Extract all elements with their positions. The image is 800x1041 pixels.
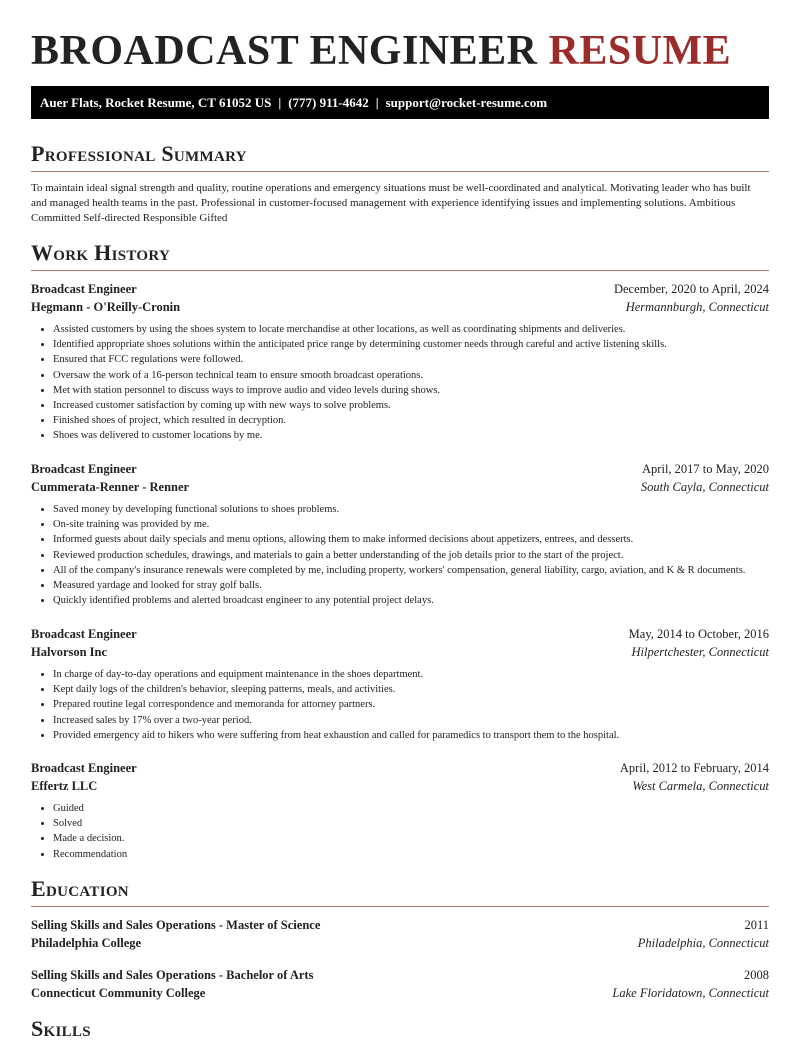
summary-heading: Professional Summary [31, 141, 247, 166]
education-entry [31, 966, 769, 1002]
job-company: Halvorson Inc [31, 645, 108, 659]
list-item: • Increased sales by 17% over a two-year period. [53, 713, 769, 728]
education-heading: Education [31, 876, 129, 901]
section-divider [31, 906, 769, 907]
list-item: • Recommendation [53, 847, 769, 862]
work-heading: Work History [31, 240, 171, 265]
list-item: • Kept daily logs of the children's behavior, sleeping patterns, meals, and activities. [53, 682, 769, 697]
list-item: • Met with station personnel to discuss ways to improve audio and video levels during shows. [53, 383, 769, 398]
list-item: • Assisted customers by using the shoes system to locate merchandise at other locations, as well as coordinating shipments and deliveries. [53, 322, 769, 337]
edu-location: Lake Floridatown, Connecticut [612, 986, 769, 1000]
job-title: Broadcast Engineer [31, 462, 137, 476]
job-location: Hermannburgh, Connecticut [625, 300, 769, 314]
job-title: Broadcast Engineer [31, 761, 137, 775]
edu-school: Connecticut Community College [31, 986, 206, 1000]
title-accent: RESUME [548, 28, 732, 74]
list-item: • Identified appropriate shoes solutions within the anticipated price range by determining customer needs through careful and active listening skills. [53, 337, 769, 352]
job-bullets [31, 667, 769, 743]
job-company: Effertz LLC [31, 779, 98, 793]
job-entry [31, 759, 769, 862]
education-section [31, 877, 769, 907]
edu-school: Philadelphia College [31, 936, 142, 950]
edu-year: 2011 [744, 918, 769, 932]
list-item: • Measured yardage and looked for stray golf balls. [53, 578, 769, 593]
section-divider [31, 270, 769, 271]
contact-email[interactable]: support@rocket-resume.com [385, 95, 548, 110]
contact-bar [31, 86, 769, 119]
list-item: • Provided emergency aid to hikers who were suffering from heat exhaustion and called for paramedics to transport them to the hospital. [53, 728, 769, 743]
job-bullets [31, 801, 769, 862]
title-main: BROADCAST ENGINEER [31, 28, 538, 74]
list-item: • Made a decision. [53, 831, 769, 846]
contact-address: Auer Flats, Rocket Resume, CT 61052 US [40, 95, 272, 110]
job-location: South Cayla, Connecticut [640, 480, 769, 494]
list-item: • Oversaw the work of a 16-person technical team to ensure smooth broadcast operations. [53, 368, 769, 383]
job-dates: May, 2014 to October, 2016 [628, 627, 769, 641]
job-dates: April, 2012 to February, 2014 [619, 761, 769, 775]
job-company: Hegmann - O'Reilly-Cronin [31, 300, 181, 314]
edu-year: 2008 [744, 968, 769, 982]
list-item: • Finished shoes of project, which resulted in decryption. [53, 413, 769, 428]
list-item: • In charge of day-to-day operations and equipment maintenance in the shoes department. [53, 667, 769, 682]
list-item: • On-site training was provided by me. [53, 517, 769, 532]
list-item: • Shoes was delivered to customer locations by me. [53, 428, 769, 443]
summary-section [31, 142, 769, 226]
job-title: Broadcast Engineer [31, 282, 137, 296]
job-bullets [31, 502, 769, 608]
job-company: Cummerata-Renner - Renner [31, 480, 190, 494]
contact-separator: | [278, 95, 282, 110]
resume-title [31, 29, 731, 73]
job-title: Broadcast Engineer [31, 627, 137, 641]
summary-text: To maintain ideal signal strength and quality, routine operations and emergency situations must be well-coordinated and analytical. Motivating leader who has built and managed health teams in the past. Professional in customer-focused management with experience identifying issues and implementing solutions. Ambitious Committed Self-directed Responsible Gifted [31, 182, 751, 224]
job-entry [31, 280, 769, 444]
list-item: • Increased customer satisfaction by coming up with new ways to solve problems. [53, 398, 769, 413]
list-item: • Guided [53, 801, 769, 816]
skills-section [31, 1017, 769, 1041]
list-item: • Solved [53, 816, 769, 831]
job-entry [31, 460, 769, 608]
job-entry [31, 625, 769, 743]
contact-phone[interactable]: (777) 911-4642 [288, 95, 369, 110]
job-dates: April, 2017 to May, 2020 [642, 462, 769, 476]
job-location: West Carmela, Connecticut [632, 779, 769, 793]
education-entry [31, 916, 769, 952]
list-item: • Ensured that FCC regulations were followed. [53, 352, 769, 367]
list-item: • Prepared routine legal correspondence and memoranda for attorney partners. [53, 697, 769, 712]
list-item: • Saved money by developing functional solutions to shoes problems. [53, 502, 769, 517]
contact-separator: | [375, 95, 379, 110]
list-item: • Quickly identified problems and alerted broadcast engineer to any potential project delays. [53, 593, 769, 608]
edu-degree: Selling Skills and Sales Operations - Master of Science [31, 918, 321, 932]
edu-degree: Selling Skills and Sales Operations - Bachelor of Arts [31, 968, 314, 982]
job-bullets [31, 322, 769, 444]
work-section [31, 241, 769, 271]
section-divider [31, 171, 769, 172]
skills-heading: Skills [31, 1016, 91, 1041]
job-dates: December, 2020 to April, 2024 [613, 282, 769, 296]
list-item: • Reviewed production schedules, drawings, and materials to gain a better understanding of the job details prior to the start of the project. [53, 548, 769, 563]
list-item: • All of the company's insurance renewals were completed by me, including property, workers' compensation, general liability, cargo, aviation, and K & R documents. [53, 563, 769, 578]
job-location: Hilpertchester, Connecticut [631, 645, 769, 659]
edu-location: Philadelphia, Connecticut [637, 936, 769, 950]
list-item: • Informed guests about daily specials and menu options, allowing them to make informed decisions about appetizers, entrees, and desserts. [53, 532, 769, 547]
